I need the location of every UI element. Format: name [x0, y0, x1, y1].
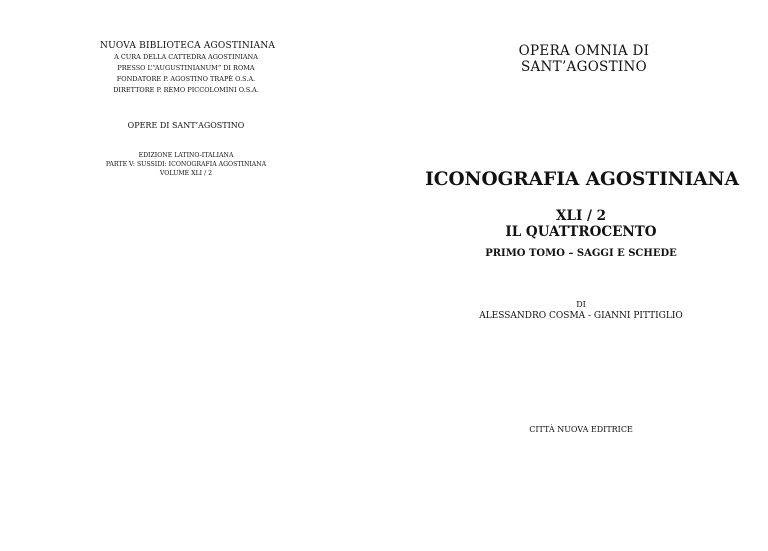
series-line: PRESSO L’“AUGUSTINIANUM” DI ROMA — [117, 64, 255, 72]
volume-number: XLI / 2 — [555, 208, 606, 224]
omnia-line: OPERA OMNIA DI — [518, 43, 650, 59]
tomo-subtitle: PRIMO TOMO – SAGGI E SCHEDE — [485, 248, 677, 259]
series-block — [100, 40, 276, 96]
series-line: DIRETTORE P. REMO PICCOLOMINI O.S.A. — [113, 86, 259, 94]
opera-omnia-block — [489, 43, 679, 75]
volume-block — [431, 208, 731, 240]
edition-line: PARTE V: SUSSIDI: ICONOGRAFIA AGOSTINIANA — [105, 161, 267, 168]
opere-heading: OPERE DI SANT’AGOSTINO — [127, 121, 245, 130]
volume-subtitle: IL QUATTROCENTO — [505, 224, 657, 240]
by-label: DI — [576, 300, 586, 309]
series-line: FONDATORE P. AGOSTINO TRAPÈ O.S.A. — [116, 75, 256, 83]
series-line: A CURA DELLA CATTEDRA AGOSTINIANA — [114, 53, 258, 61]
series-title: NUOVA BIBLIOTECA AGOSTINIANA — [100, 41, 276, 51]
publisher: CITTÀ NUOVA EDITRICE — [529, 425, 633, 434]
edition-line: VOLUME XLI / 2 — [159, 170, 213, 177]
authors: ALESSANDRO COSMA - GIANNI PITTIGLIO — [479, 311, 683, 321]
main-title: ICONOGRAFIA AGOSTINIANA — [425, 169, 739, 190]
edition-block — [95, 151, 277, 178]
right-page — [384, 0, 768, 551]
omnia-line: SANT’AGOSTINO — [520, 59, 648, 75]
edition-line: EDIZIONE LATINO-ITALIANA — [138, 152, 234, 159]
